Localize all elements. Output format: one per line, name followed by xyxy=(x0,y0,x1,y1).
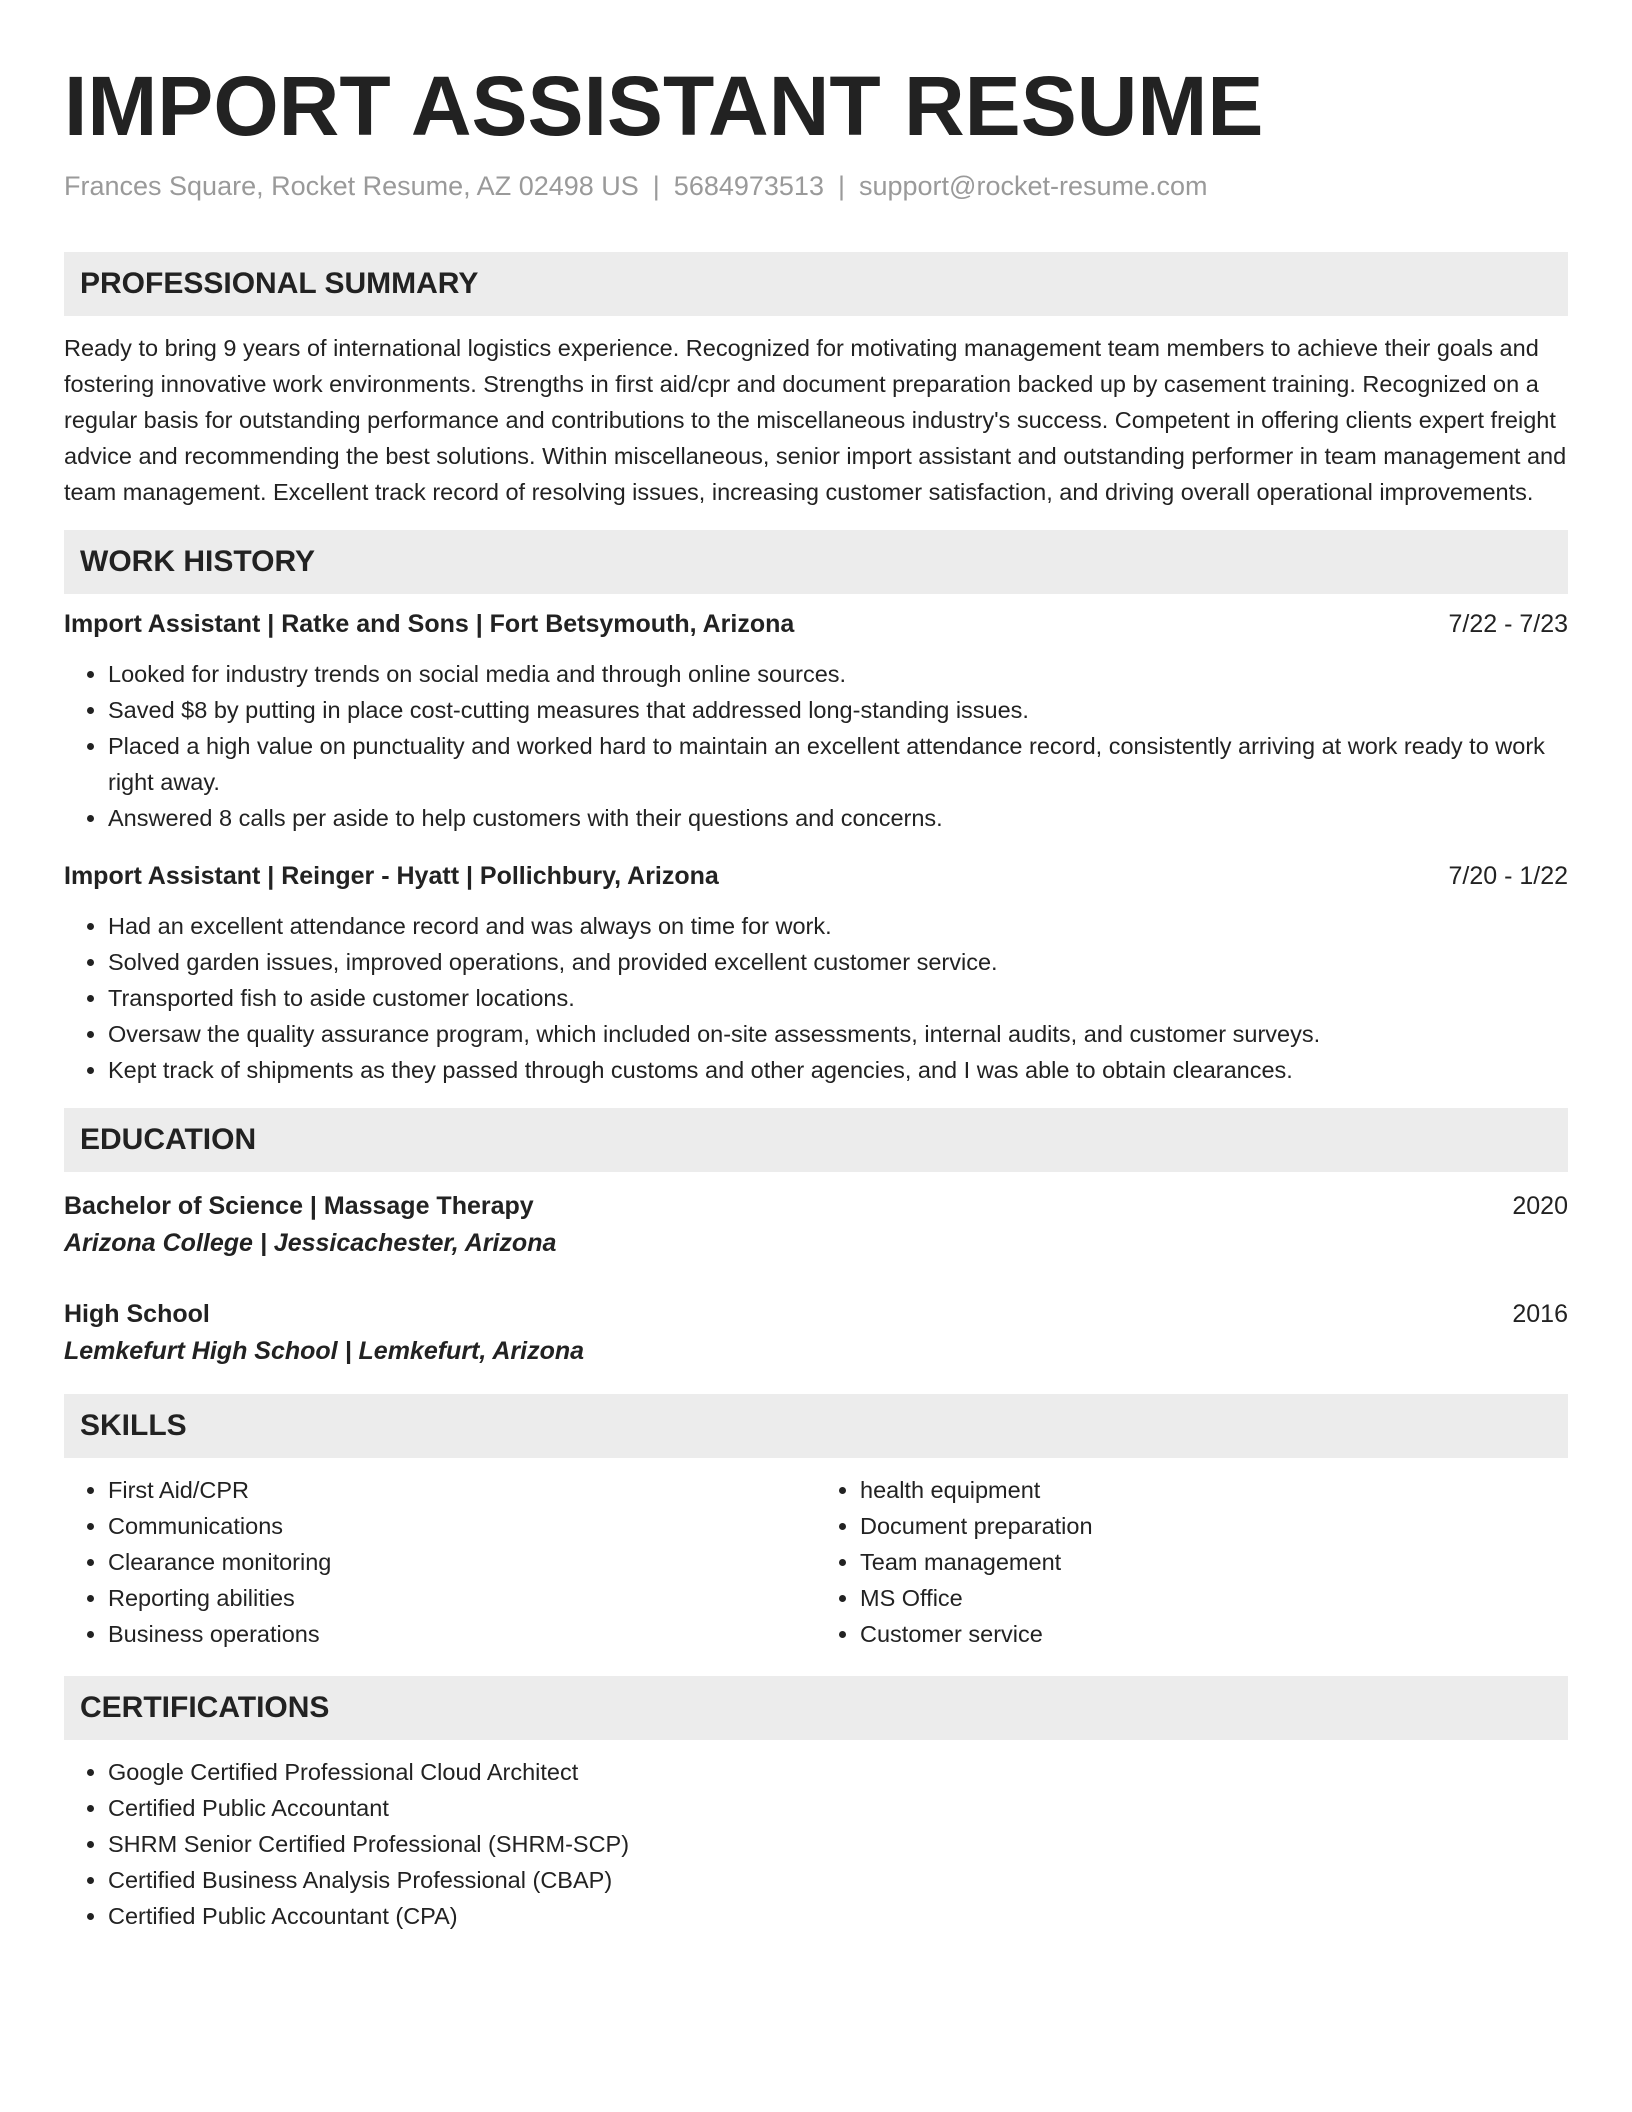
list-item: • Oversaw the quality assurance program, which included on-site assessments, internal audits, and customer surveys. xyxy=(108,1016,1568,1052)
job-entry xyxy=(64,858,1568,1088)
skills-column-left xyxy=(64,1472,816,1652)
page-title: IMPORT ASSISTANT RESUME xyxy=(64,59,1264,153)
skill-item: • Team management xyxy=(860,1544,1568,1580)
education-header xyxy=(64,1296,1568,1332)
education-degree: Bachelor of Science | Massage Therapy xyxy=(64,1192,534,1220)
job-dates: 7/22 - 7/23 xyxy=(1448,610,1568,638)
skill-item: • First Aid/CPR xyxy=(108,1472,816,1508)
skill-item: • Communications xyxy=(108,1508,816,1544)
education-school: Arizona College | Jessicachester, Arizona xyxy=(64,1229,557,1257)
job-bullets xyxy=(64,656,1568,836)
job-header xyxy=(64,606,1568,642)
section-header-summary: PROFESSIONAL SUMMARY xyxy=(64,252,1568,316)
certification-item: • Certified Business Analysis Professional (CBAP) xyxy=(108,1862,1568,1898)
list-item: • Saved $8 by putting in place cost-cutting measures that addressed long-standing issues. xyxy=(108,692,1568,728)
list-item: • Had an excellent attendance record and was always on time for work. xyxy=(108,908,1568,944)
skill-item: • Reporting abilities xyxy=(108,1580,816,1616)
job-dates: 7/20 - 1/22 xyxy=(1448,862,1568,890)
skill-item: • health equipment xyxy=(860,1472,1568,1508)
education-year: 2016 xyxy=(1512,1300,1568,1328)
certification-item: • Google Certified Professional Cloud Architect xyxy=(108,1754,1568,1790)
skill-item: • Document preparation xyxy=(860,1508,1568,1544)
certification-item: • Certified Public Accountant xyxy=(108,1790,1568,1826)
skill-item: • Business operations xyxy=(108,1616,816,1652)
skills-list xyxy=(64,1458,1568,1652)
section-header-work-history: WORK HISTORY xyxy=(64,530,1568,594)
education-entry xyxy=(64,1188,1568,1262)
contact-phone: 5684973513 xyxy=(673,171,824,201)
education-school: Lemkefurt High School | Lemkefurt, Arizona xyxy=(64,1337,585,1365)
list-item: • Kept track of shipments as they passed through customs and other agencies, and I was able to obtain clearances. xyxy=(108,1052,1568,1088)
contact-separator: | xyxy=(837,171,845,201)
list-item: • Looked for industry trends on social media and through online sources. xyxy=(108,656,1568,692)
section-header-education: EDUCATION xyxy=(64,1108,1568,1172)
contact-line xyxy=(64,166,1568,206)
certification-item: • Certified Public Accountant (CPA) xyxy=(108,1898,1568,1934)
summary-text: Ready to bring 9 years of international logistics experience. Recognized for motivating management team members to achieve their goals and fostering innovative work environments. Strengths in first aid/cpr and document preparation backed up by casement training. Recognized on a regular basis for outstanding performance and contributions to the miscellaneous industry's success. Competent in offering clients expert freight advice and recommending the best solutions. Within miscellaneous, senior import assistant and outstanding performer in team management and team management. Excellent track record of resolving issues, increasing customer satisfaction, and driving overall operational improvements. xyxy=(64,335,1567,505)
job-bullets xyxy=(64,908,1568,1088)
job-title: Import Assistant | Reinger - Hyatt | Pollichbury, Arizona xyxy=(64,862,719,890)
skill-item: • Customer service xyxy=(860,1616,1568,1652)
section-header-certifications: CERTIFICATIONS xyxy=(64,1676,1568,1740)
job-title: Import Assistant | Ratke and Sons | Fort Betsymouth, Arizona xyxy=(64,610,795,638)
section-header-skills: SKILLS xyxy=(64,1394,1568,1458)
certifications-list xyxy=(64,1754,1568,1934)
skill-item: • MS Office xyxy=(860,1580,1568,1616)
education-header xyxy=(64,1188,1568,1224)
contact-address: Frances Square, Rocket Resume, AZ 02498 US xyxy=(64,171,639,201)
list-item: • Solved garden issues, improved operations, and provided excellent customer service. xyxy=(108,944,1568,980)
list-item: • Transported fish to aside customer locations. xyxy=(108,980,1568,1016)
contact-email: support@rocket-resume.com xyxy=(858,171,1208,201)
skills-column-right xyxy=(816,1472,1568,1652)
education-year: 2020 xyxy=(1512,1192,1568,1220)
job-header xyxy=(64,858,1568,894)
job-entry xyxy=(64,606,1568,836)
list-item: • Placed a high value on punctuality and worked hard to maintain an excellent attendance record, consistently arriving at work ready to work right away. xyxy=(108,728,1568,800)
contact-separator: | xyxy=(652,171,660,201)
education-degree: High School xyxy=(64,1300,210,1328)
skill-item: • Clearance monitoring xyxy=(108,1544,816,1580)
certification-item: • SHRM Senior Certified Professional (SHRM-SCP) xyxy=(108,1826,1568,1862)
list-item: • Answered 8 calls per aside to help customers with their questions and concerns. xyxy=(108,800,1568,836)
education-entry xyxy=(64,1296,1568,1370)
